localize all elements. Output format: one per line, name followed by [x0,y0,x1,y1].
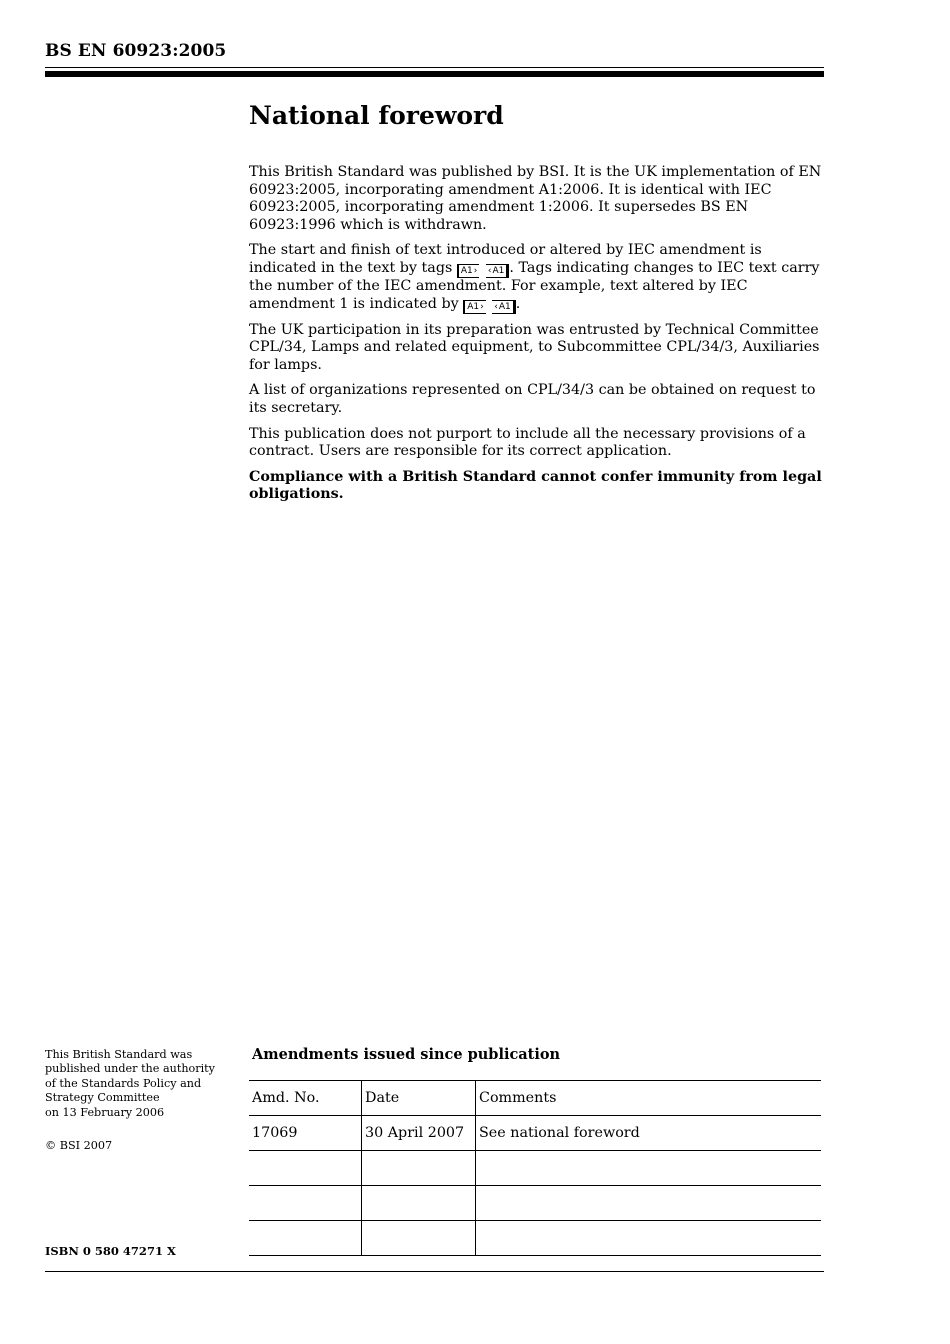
header-rule-thick [45,71,824,77]
paragraph-compliance: Compliance with a British Standard cannot confer immunity from legal obligations. [249,468,822,503]
foreword-body [249,164,827,512]
cell-amd-no [249,1151,362,1186]
cell-date [362,1221,476,1256]
cell-comments [476,1186,822,1221]
table-row [249,1151,821,1186]
table-row [249,1221,821,1256]
cell-amd-no: 17069 [249,1116,362,1151]
cell-amd-no [249,1186,362,1221]
cell-comments [476,1221,822,1256]
amendment-start-tag-icon: A1 › [457,264,480,278]
paragraph-provisions: This publication does not purport to include all the necessary provisions of a contract. Users are responsible for its correct application. [249,425,806,460]
authority-statement [45,1048,245,1120]
cell-date [362,1151,476,1186]
amendment-end-tag-icon: ‹ A1 [492,300,516,314]
table-row [249,1116,821,1151]
cell-comments [476,1151,822,1186]
standard-number: BS EN 60923:2005 [45,41,227,61]
paragraph-participation: The UK participation in its preparation was entrusted by Technical Committee CPL/34, Lamps and related equipment, to Subcommittee CPL/34/3, Auxiliaries for lamps. [249,321,820,373]
paragraph-amendment-tags-text-c: . [515,295,521,312]
cell-comments: See national foreword [476,1116,822,1151]
header-date: Date [362,1081,476,1116]
paragraph-amendment-tags-text-a: The start and finish of text introduced or altered by IEC amendment is indicated in the text by tags [249,242,762,276]
amendment-start-tag-icon: A1 › [463,300,486,314]
header-rule-thin [45,67,824,68]
authority-line: of the Standards Policy and [45,1076,202,1090]
paragraph-publication: This British Standard was published by BSI. It is the UK implementation of EN 60923:2005, incorporating amendment A1:2006. It is identical with IEC 60923:2005, incorporating amendment 1:2006. It supersedes BS EN 60923:1996 which is withdrawn. [249,164,822,233]
cell-amd-no [249,1221,362,1256]
authority-line: on 13 February 2006 [45,1105,165,1119]
copyright-notice: © BSI 2007 [45,1139,113,1152]
page-title: National foreword [249,101,504,130]
footer-rule [45,1271,824,1272]
authority-line: Strategy Committee [45,1091,160,1105]
paragraph-amendment-tags [249,242,827,313]
amendments-title: Amendments issued since publication [252,1046,561,1063]
header-amd-no: Amd. No. [249,1081,362,1116]
cell-date [362,1186,476,1221]
table-header-row [249,1081,821,1116]
cell-date: 30 April 2007 [362,1116,476,1151]
amendment-end-tag-icon: ‹ A1 [486,264,510,278]
paragraph-organizations: A list of organizations represented on CPL/34/3 can be obtained on request to its secretary. [249,382,816,416]
authority-line: published under the authority [45,1062,215,1076]
paragraph-amendment-tags-text-b: . Tags indicating changes to IEC text carry the number of the IEC amendment. For example, text altered by IEC amendment 1 is indicated by [249,259,820,312]
header-comments: Comments [476,1081,822,1116]
amendments-table [249,1080,821,1256]
table-row [249,1186,821,1221]
isbn: ISBN 0 580 47271 X [45,1244,176,1258]
authority-line: This British Standard was [45,1048,193,1061]
